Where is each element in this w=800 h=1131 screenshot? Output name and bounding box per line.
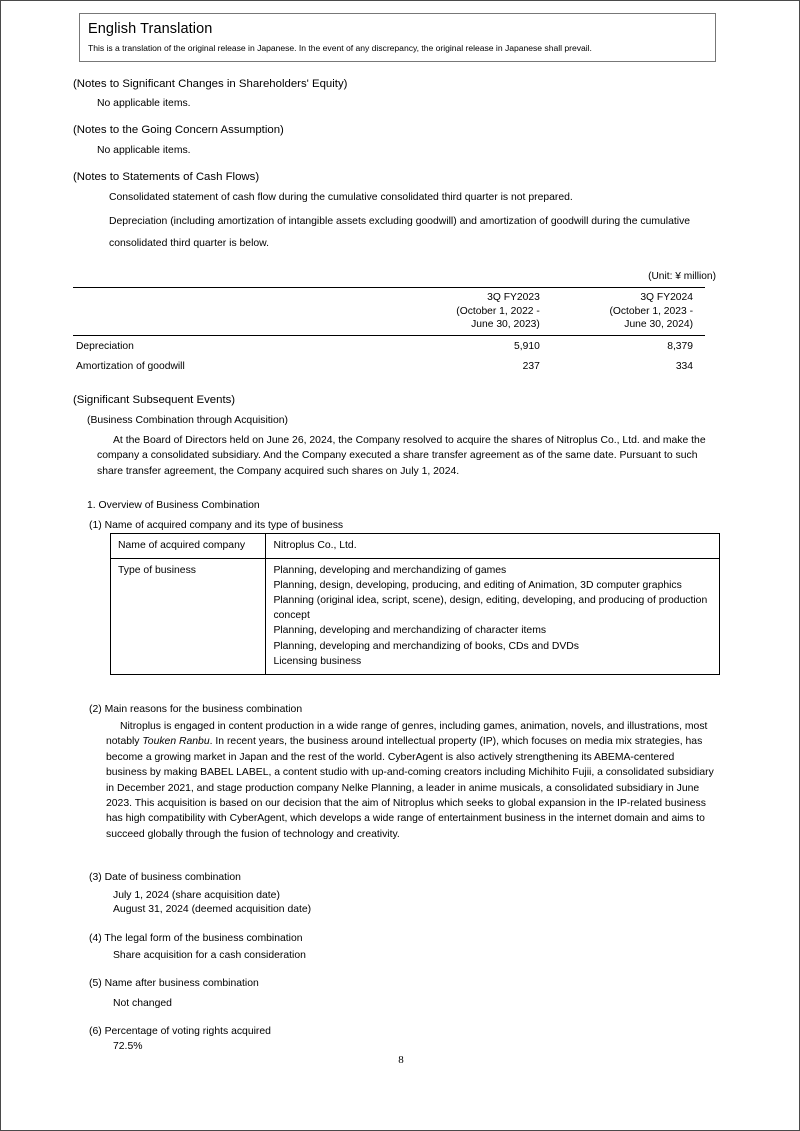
heading-cash-flows: (Notes to Statements of Cash Flows) bbox=[73, 171, 260, 183]
cash-flows-line-2: Depreciation (including amortization of intangible assets excluding goodwill) and amortization of goodwill during the cumulative consolidated third quarter is below. bbox=[109, 216, 691, 249]
col-period1-fy2024: (October 1, 2023 - bbox=[609, 305, 693, 317]
col-period2-fy2024: June 30, 2024) bbox=[624, 319, 693, 331]
heading-item-5: (5) Name after business combination bbox=[89, 978, 259, 989]
subheading-business-combination: (Business Combination through Acquisition) bbox=[87, 415, 288, 426]
body-shareholders-equity: No applicable items. bbox=[97, 98, 191, 109]
item-2-body-italic: Touken Ranbu bbox=[142, 736, 210, 748]
heading-item-1: (1) Name of acquired company and its type of business bbox=[89, 520, 344, 531]
item-5-line-1: Not changed bbox=[113, 998, 172, 1009]
heading-shareholders-equity: (Notes to Significant Changes in Shareholders' Equity) bbox=[73, 78, 348, 90]
item-6-line-1: 72.5% bbox=[113, 1041, 143, 1052]
item-2-body-part1: Nitroplus is engaged in content production in a wide range of genres, including games, animation, novels, and illustrations, most notably bbox=[106, 721, 708, 748]
col-period1-fy2023: (October 1, 2022 - bbox=[456, 305, 540, 317]
translation-notice-title: English Translation bbox=[88, 21, 213, 37]
col-title-fy2023: 3Q FY2023 bbox=[487, 292, 540, 303]
cash-flows-line-1: Consolidated statement of cash flow during the cumulative consolidated third quarter is not prepared. bbox=[109, 192, 573, 203]
acq-label-name: Name of acquired company bbox=[111, 534, 266, 559]
subsequent-events-intro: At the Board of Directors held on June 26, 2024, the Company resolved to acquire the shares of Nitroplus Co., Ltd. and make the company a consolidated subsidiary. And the Company executed a share transfer agreement as of the same date. Pursuant to such share transfer agreement, the Company acquired such shares on July 1, 2024. bbox=[97, 435, 706, 477]
col-title-fy2024: 3Q FY2024 bbox=[640, 292, 693, 303]
heading-item-3: (3) Date of business combination bbox=[89, 872, 241, 883]
depreciation-table-body bbox=[73, 335, 705, 376]
heading-going-concern: (Notes to the Going Concern Assumption) bbox=[73, 124, 284, 136]
row-value-depreciation-fy2023: 5,910 bbox=[514, 340, 540, 352]
business-type-line: Planning (original idea, script, scene), design, editing, developing, and producing of production concept bbox=[273, 595, 708, 622]
heading-overview-business-combination: 1. Overview of Business Combination bbox=[87, 500, 260, 511]
body-going-concern: No applicable items. bbox=[97, 145, 191, 156]
english-translation-notice bbox=[79, 13, 716, 62]
heading-item-2: (2) Main reasons for the business combination bbox=[89, 704, 303, 715]
business-type-line: Planning, design, developing, producing, and editing of Animation, 3D computer graphics bbox=[273, 580, 682, 592]
depreciation-header-fy2024 bbox=[552, 288, 705, 336]
row-label-amortization: Amortization of goodwill bbox=[76, 360, 185, 372]
item-4-line-1: Share acquisition for a cash consideration bbox=[113, 950, 306, 961]
heading-item-6: (6) Percentage of voting rights acquired bbox=[89, 1026, 271, 1037]
table-row bbox=[73, 356, 705, 376]
heading-subsequent-events: (Significant Subsequent Events) bbox=[73, 394, 236, 406]
business-type-line: Planning, developing and merchandizing of books, CDs and DVDs bbox=[273, 640, 579, 652]
table-row bbox=[73, 335, 705, 356]
depreciation-header-row bbox=[73, 288, 705, 336]
acq-label-type: Type of business bbox=[111, 559, 266, 675]
acq-value-type bbox=[266, 559, 720, 675]
depreciation-header-blank bbox=[73, 288, 399, 336]
translation-notice-body: This is a translation of the original release in Japanese. In the event of any discrepancy, the original release in Japanese shall prevail. bbox=[88, 43, 592, 53]
business-type-line: Licensing business bbox=[273, 655, 362, 667]
col-period2-fy2023: June 30, 2023) bbox=[471, 319, 540, 331]
table-row bbox=[111, 559, 720, 675]
row-value-amortization-fy2023: 237 bbox=[522, 360, 540, 372]
item-3-line-2: August 31, 2024 (deemed acquisition date) bbox=[113, 904, 312, 915]
item-3-line-1: July 1, 2024 (share acquisition date) bbox=[113, 890, 280, 901]
depreciation-unit-note: (Unit: ¥ million) bbox=[648, 271, 716, 282]
business-type-line: Planning, developing and merchandizing of character items bbox=[273, 625, 547, 637]
depreciation-table bbox=[73, 287, 705, 376]
item-2-body bbox=[106, 719, 718, 842]
row-label-depreciation: Depreciation bbox=[76, 340, 134, 352]
page-number: 8 bbox=[398, 1054, 404, 1066]
row-value-depreciation-fy2024: 8,379 bbox=[667, 340, 693, 352]
business-type-line: Planning, developing and merchandizing of games bbox=[273, 565, 507, 577]
row-value-amortization-fy2024: 334 bbox=[675, 360, 693, 372]
heading-item-4: (4) The legal form of the business combination bbox=[89, 933, 303, 944]
depreciation-header-fy2023 bbox=[399, 288, 552, 336]
acquired-company-table bbox=[110, 533, 720, 675]
item-2-body-part2: . In recent years, the business around intellectual property (IP), which focuses on media mix strategies, has become a growing market in Japan and the rest of the world. CyberAgent is also actively strengthening its ABEMA-centered business by making BABEL LABEL, a content studio with up-and-coming creators including Michihito Fujii, a consolidated subsidiary in December 2021, and stage production company Nelke Planning, a leader in anime musicals, a consolidated subsidiary in June 2023. This acquisition is based on our decision that the aim of Nitroplus which seeks to global expansion in the IP-related business has high compatibility with CyberAgent, which develops a wide range of entertainment business in the internet domain and aims to succeed globally through the fusion of technology and creativity. bbox=[106, 736, 714, 840]
acq-value-name: Nitroplus Co., Ltd. bbox=[266, 534, 720, 559]
table-row bbox=[111, 534, 720, 559]
depreciation-table-head bbox=[73, 288, 705, 336]
